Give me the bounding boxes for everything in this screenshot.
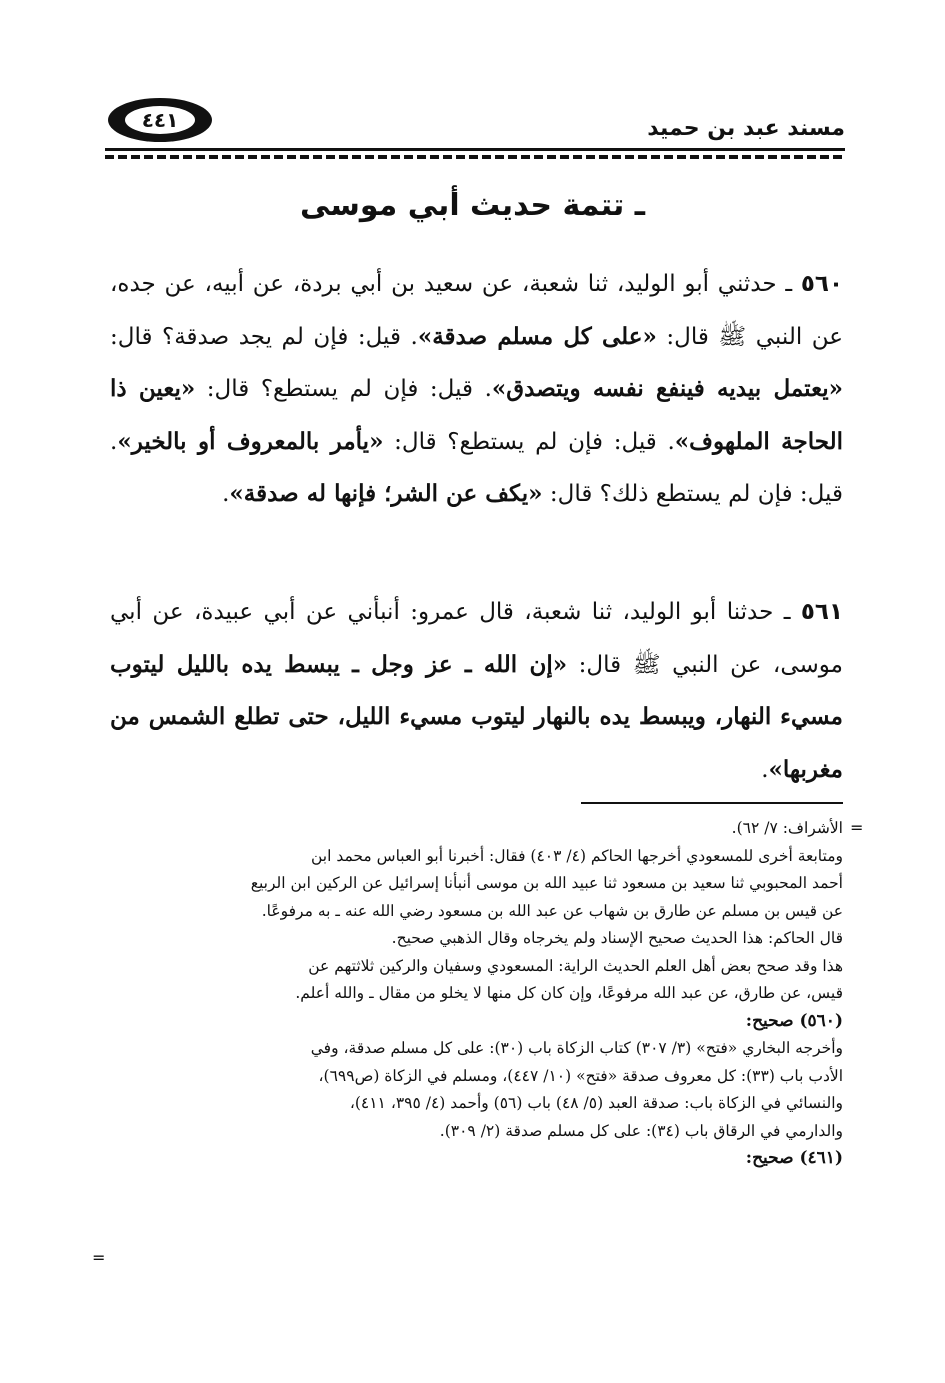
footnote-heading: (٥٦٠) صحيح: <box>745 1010 843 1031</box>
margin-mark-left: = <box>92 1248 106 1267</box>
footnote-line: والنسائي في الزكاة باب: صدقة العبد (٥/ ٤٨) باب (٥٦) وأحمد (٤/ ٣٩٥، ٤١١)، <box>349 1094 843 1112</box>
text-segment: . قيل: فإن لم يستطع؟ قال: <box>195 376 492 402</box>
text-segment: . <box>761 756 769 783</box>
margin-mark-right: = <box>850 818 864 837</box>
text-segment: ـ حدثنا أبو الوليد، ثنا شعبة، قال عمرو: أنبأني عن أبي عبيدة، عن أبي موسى، عن النبي ﷺ قال: <box>110 599 843 678</box>
footnote-line: أحمد المحبوبي ثنا سعيد بن مسعود ثنا عبيد الله بن موسى أنبأنا إسرائيل عن الركين ابن الربيع <box>250 874 843 892</box>
footnote-line: قال الحاكم: هذا الحديث صحيح الإسناد ولم يخرجاه وقال الذهبي صحيح. <box>391 929 843 947</box>
footnote-line: وأخرجه البخاري «فتح» (٣/ ٣٠٧) كتاب الزكاة باب (٣٠): على كل مسلم صدقة، وفي <box>310 1039 843 1057</box>
prophetic-quote: «يكف عن الشر؛ فإنها له صدقة» <box>229 480 543 507</box>
text-segment: . قيل: فإن لم يستطع ذلك؟ قال: <box>110 428 843 507</box>
header-rule <box>105 148 845 151</box>
footnote-line: عن قيس بن مسلم عن طارق بن شهاب عن عبد الله بن مسعود رضي الله عنه ـ به مرفوعًا. <box>261 901 843 920</box>
footnotes <box>105 815 843 1173</box>
header-dashed-rule <box>105 155 845 159</box>
footnote-line: قيس، عن طارق، عن عبد الله مرفوعًا، وإن كان كل منها لا يخلو من مقال ـ والله أعلم. <box>295 984 843 1002</box>
prophetic-quote: «يعتمل بيديه فينفع نفسه ويتصدق» <box>491 375 843 402</box>
footnote-line: هذا وقد صحح بعض أهل العلم الحديث الراية: المسعودي وسفيان والركين ثلاثتهم عن <box>308 956 843 975</box>
prophetic-quote: «يعين ذا الحاجة الملهوف» <box>110 375 843 455</box>
footnote-line: الأشراف: ٧/ ٦٢). <box>731 819 843 837</box>
running-title: مسند عبد بن حميد <box>647 116 845 141</box>
footnote-separator <box>581 802 843 804</box>
text-segment: . قيل: فإن لم يستطع؟ قال: <box>383 428 675 455</box>
footnote-line: الأدب باب (٣٣): كل معروف صدقة «فتح» (١٠/ ٤٤٧)، ومسلم في الزكاة (ص٦٩٩)، <box>318 1066 843 1085</box>
hadith-text <box>110 599 843 783</box>
page-number-badge <box>108 98 212 142</box>
text-segment: ـ حدثني أبو الوليد، ثنا شعبة، عن سعيد بن أبي بردة، عن أبيه، عن جده، عن النبي ﷺ قال: <box>110 271 843 350</box>
footnote-line: ومتابعة أخرى للمسعودي أخرجها الحاكم (٤/ ٤٠٣) فقال: أخبرنا أبو العباس محمد ابن <box>310 846 843 865</box>
hadith-number: ٥٦٠ <box>800 271 844 297</box>
hadith-paragraph <box>110 258 843 521</box>
text-segment: . قيل: فإن لم يجد صدقة؟ قال: <box>110 323 418 350</box>
hadith-number: ٥٦١ <box>800 599 843 625</box>
page-number: ٤٤١ <box>125 106 195 134</box>
footnote-line: والدارمي في الرقاق باب (٣٤): على كل مسلم صدقة (٢/ ٣٠٩). <box>439 1121 843 1140</box>
prophetic-quote: «إن الله ـ عز وجل ـ يبسط يده بالليل ليتوب مسيء النهار، ويبسط يده بالنهار ليتوب مسيء الليل، حتى تطلع الشمس من مغربها» <box>110 650 843 783</box>
hadith-paragraph <box>110 586 843 796</box>
hadith-text <box>110 271 843 507</box>
text-segment: . <box>222 481 230 507</box>
prophetic-quote: «على كل مسلم صدقة» <box>417 322 657 350</box>
prophetic-quote: «يأمر بالمعروف أو بالخير» <box>117 427 384 455</box>
footnote-heading: (٤٦١) صحيح: <box>745 1148 843 1168</box>
section-title: ـ تتمة حديث أبي موسى <box>300 188 645 223</box>
